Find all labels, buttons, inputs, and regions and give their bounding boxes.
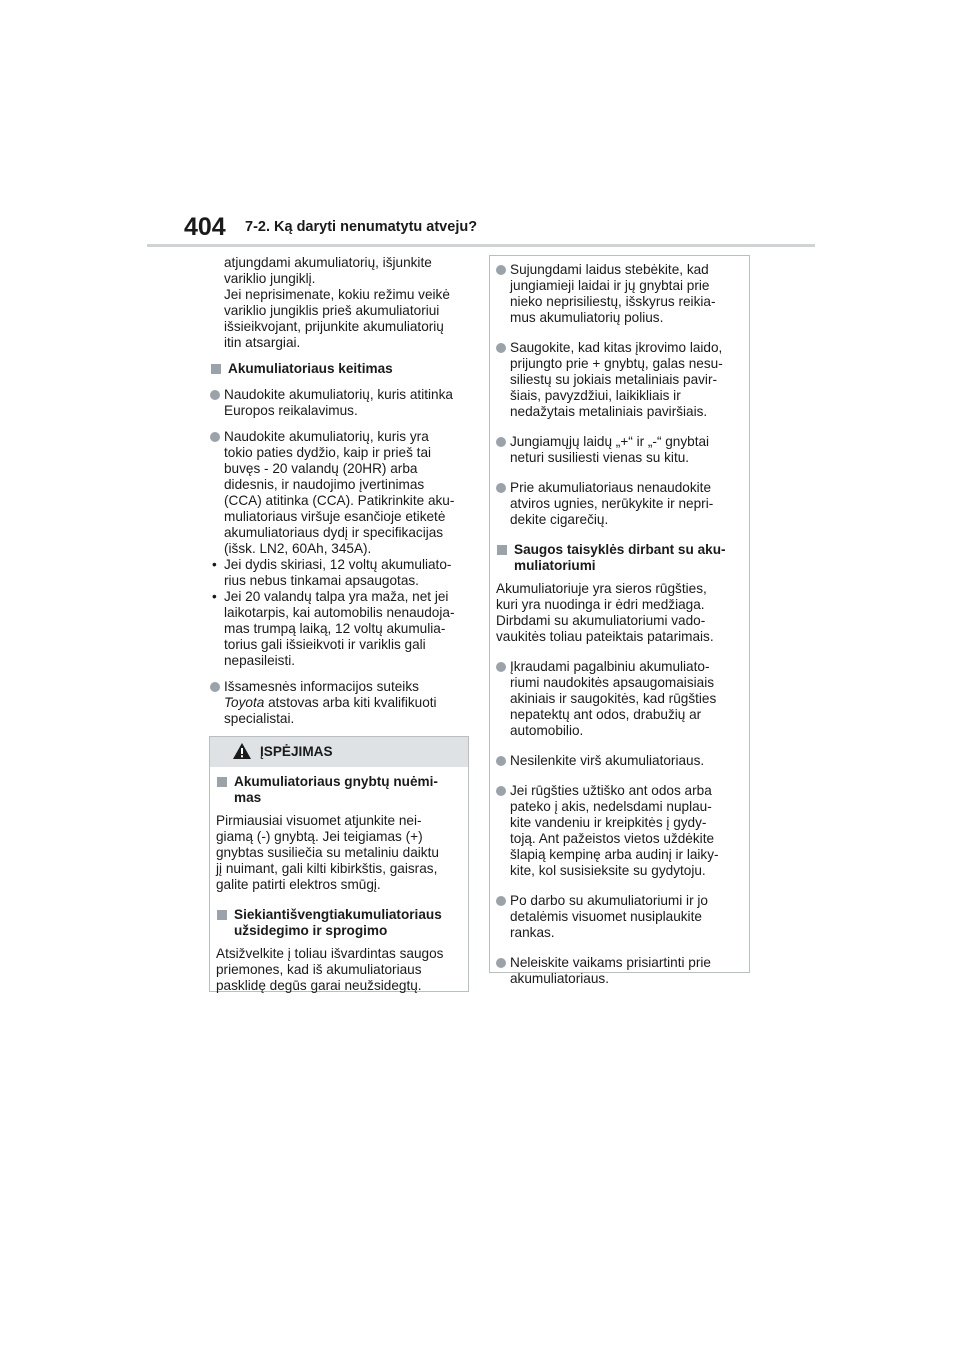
text-line: jungiamieji laidai ir jų gnybtai prie (510, 278, 710, 293)
list-item (496, 480, 741, 528)
text-line: itin atsargiai. (224, 335, 301, 350)
warning-box (209, 736, 469, 992)
text-line: variklio jungiklį. (224, 271, 316, 286)
text-line: Jungiamųjų laidų „+“ ir „-“ gnybtai (510, 434, 710, 449)
warning-header (210, 737, 468, 767)
warning-body (210, 767, 468, 994)
list-item (496, 262, 741, 326)
text-line: variklio jungiklis prieš akumuliatoriui (224, 303, 440, 318)
circle-bullet-icon (496, 483, 506, 493)
text-line: didesnis, ir naudojimo įvertinimas (224, 477, 425, 492)
text-line: akumuliatoriaus dydį ir specifikacijas (224, 525, 444, 540)
section-heading-text: Akumuliatoriaus keitimas (228, 361, 393, 376)
circle-bullet-icon (210, 390, 220, 400)
intro-text (210, 255, 470, 351)
list-item (496, 659, 741, 739)
text-line: vaukitės toliau pateiktais patarimais. (496, 629, 714, 644)
list-item (210, 429, 470, 557)
text-line: Jei dydis skiriasi, 12 voltų akumuliato- (224, 557, 452, 572)
text-line: Pirmiausiai visuomet atjunkite nei- (216, 813, 422, 828)
text-line: Europos reikalavimus. (224, 403, 358, 418)
dash-bullet: • (212, 589, 217, 604)
circle-bullet-icon (496, 343, 506, 353)
text-line: mus akumuliatorių polius. (510, 310, 664, 325)
text-line: šlapią kempinę arba audinį ir laiky- (510, 847, 719, 862)
text-line: Įkraudami pagalbiniu akumuliato- (510, 659, 710, 674)
text-line: specialistai. (224, 711, 295, 726)
dash-bullet: • (212, 557, 217, 572)
warning-paragraph (216, 946, 459, 994)
warning-paragraph (216, 813, 459, 893)
text-line: Naudokite akumuliatorių, kuris yra (224, 429, 429, 444)
text-line: rius nebus tinkamai apsaugotas. (224, 573, 419, 588)
square-bullet-icon (217, 777, 227, 787)
text-line: Prie akumuliatoriaus nenaudokite (510, 480, 712, 495)
list-item (496, 753, 741, 769)
chapter-title: 7-2. Ką daryti nenumatytu atveju? (245, 219, 478, 235)
text-line: užsidegimo ir sprogimo (234, 923, 388, 938)
text-line: Sujungdami laidus stebėkite, kad (510, 262, 709, 277)
text-line: akumuliatoriaus. (510, 971, 609, 986)
warning-heading (216, 907, 459, 939)
text-line: neturi susiliesti vienas su kitu. (510, 450, 690, 465)
text-line: Dirbdami su akumuliatoriumi vado- (496, 613, 706, 628)
text-fragment: atstovas arba kiti kvalifikuoti (264, 695, 437, 710)
text-line: mas trumpą laiką, 12 voltų akumulia- (224, 621, 446, 636)
dash-list-item (210, 557, 470, 589)
text-line: galite patirti elektros smūgį. (216, 877, 381, 892)
text-line: toją. Ant pažeistos vietos uždėkite (510, 831, 715, 846)
paragraph (496, 581, 741, 645)
text-line: tokio paties dydžio, kaip ir prieš tai (224, 445, 432, 460)
section-heading (210, 361, 470, 377)
text-line: Jei 20 valandų talpa yra maža, net jei (224, 589, 449, 604)
square-bullet-icon (497, 545, 507, 555)
brand-name: Toyota (224, 695, 265, 710)
text-line: išsieikvojant, prijunkite akumuliatorių (224, 319, 444, 334)
text-line: Nesilenkite virš akumuliatoriaus. (510, 753, 705, 768)
warning-continuation-box (489, 255, 750, 986)
text-line: dekite cigarečių. (510, 512, 609, 527)
text-line: torius gali išsieikvoti ir variklis gali (224, 637, 426, 652)
text-line: mas (234, 790, 262, 805)
text-line: kite vandeniu ir kreipkitės į gydy- (510, 815, 707, 830)
list-item (496, 434, 741, 466)
text-line: kite, kol susisieksite su gydytoju. (510, 863, 706, 878)
text-line: Saugokite, kad kitas įkrovimo laido, (510, 340, 723, 355)
text-line: nepasileisti. (224, 653, 296, 668)
page-number: 404 (184, 213, 226, 241)
dash-list-item (210, 589, 470, 669)
text-line: buvęs - 20 valandų (20HR) arba (224, 461, 418, 476)
circle-bullet-icon (496, 958, 506, 968)
text-line: priemones, kad iš akumuliatoriaus (216, 962, 422, 977)
text-line: Akumuliatoriaus gnybtų nuėmi- (234, 774, 438, 789)
text-line: Po darbo su akumuliatoriumi ir jo (510, 893, 708, 908)
text-line: (CCA) atitinka (CCA). Patikrinkite aku- (224, 493, 455, 508)
circle-bullet-icon (496, 756, 506, 766)
text-line: Naudokite akumuliatorių, kuris atitinka (224, 387, 453, 402)
text-line: muliatoriaus viršuje esančioje etiketė (224, 509, 446, 524)
text-line: muliatoriumi (514, 558, 596, 573)
text-line: pasklidę degūs garai neužsidegtų. (216, 978, 422, 993)
list-item (210, 387, 470, 419)
list-item (496, 955, 741, 987)
text-line: Akumuliatoriuje yra sieros rūgšties, (496, 581, 707, 596)
text-line: rankas. (510, 925, 555, 940)
circle-bullet-icon (210, 432, 220, 442)
text-line (224, 695, 470, 711)
text-line: siliestų su jokiais metaliniais pavir- (510, 372, 717, 387)
text-line: Jei rūgšties užtiško ant odos arba (510, 783, 712, 798)
text-line: automobilio. (510, 723, 584, 738)
text-line: laikotarpis, kai automobilis nenaudoja- (224, 605, 455, 620)
left-column (210, 255, 470, 727)
circle-bullet-icon (496, 437, 506, 447)
text-line: Atsižvelkite į toliau išvardintas saugos (216, 946, 444, 961)
text-line: nieko neprisiliestų, išskyrus reikia- (510, 294, 716, 309)
text-line: atviros ugnies, nerūkykite ir nepri- (510, 496, 714, 511)
list-item (496, 893, 741, 941)
list-item (210, 679, 470, 727)
list-item (496, 783, 741, 879)
text-line: (išsk. LN2, 60Ah, 345A). (224, 541, 372, 556)
text-line: pateko į akis, nedelsdami nuplau- (510, 799, 712, 814)
text-line: detalėmis visuomet nusiplaukite (510, 909, 702, 924)
circle-bullet-icon (210, 682, 220, 692)
text-line: nedažytais metaliniais paviršiais. (510, 404, 708, 419)
text-line: Siekiantišvengtiakumuliatoriaus (234, 907, 442, 922)
section-heading (496, 542, 741, 574)
square-bullet-icon (217, 910, 227, 920)
text-line: riumi naudokitės apsaugomaisiais (510, 675, 715, 690)
text-line: giamą (-) gnybtą. Jei teigiamas (+) (216, 829, 423, 844)
square-bullet-icon (211, 364, 221, 374)
warning-heading (216, 774, 459, 806)
text-line: prijungto prie + gnybtų, galas nesu- (510, 356, 723, 371)
warning-title: ĮSPĖJIMAS (260, 744, 333, 759)
circle-bullet-icon (496, 786, 506, 796)
text-line: šiais, pavyzdžiui, laikikliais ir (510, 388, 681, 403)
text-line: Neleiskite vaikams prisiartinti prie (510, 955, 711, 970)
text-line: akiniais ir saugokitės, kad rūgšties (510, 691, 717, 706)
continuation-body (490, 256, 749, 987)
header-rule (147, 244, 815, 247)
text-line: Išsamesnės informacijos suteiks (224, 679, 419, 694)
text-line: Jei neprisimenate, kokiu režimu veikė (224, 287, 450, 302)
text-line: nepatektų ant odos, drabužių ar (510, 707, 702, 722)
text-line: Saugos taisyklės dirbant su aku- (514, 542, 726, 557)
page-header (0, 0, 960, 250)
circle-bullet-icon (496, 896, 506, 906)
text-line: kuri yra nuodinga ir ėdri medžiaga. (496, 597, 705, 612)
warning-triangle-icon (232, 742, 252, 760)
text-line: atjungdami akumuliatorių, išjunkite (224, 255, 432, 270)
text-line: jį nuimant, gali kilti kibirkštis, gaisras, (216, 861, 438, 876)
circle-bullet-icon (496, 662, 506, 672)
text-line: gnybtas susiliečia su metaliniu daiktu (216, 845, 439, 860)
circle-bullet-icon (496, 265, 506, 275)
list-item (496, 340, 741, 420)
